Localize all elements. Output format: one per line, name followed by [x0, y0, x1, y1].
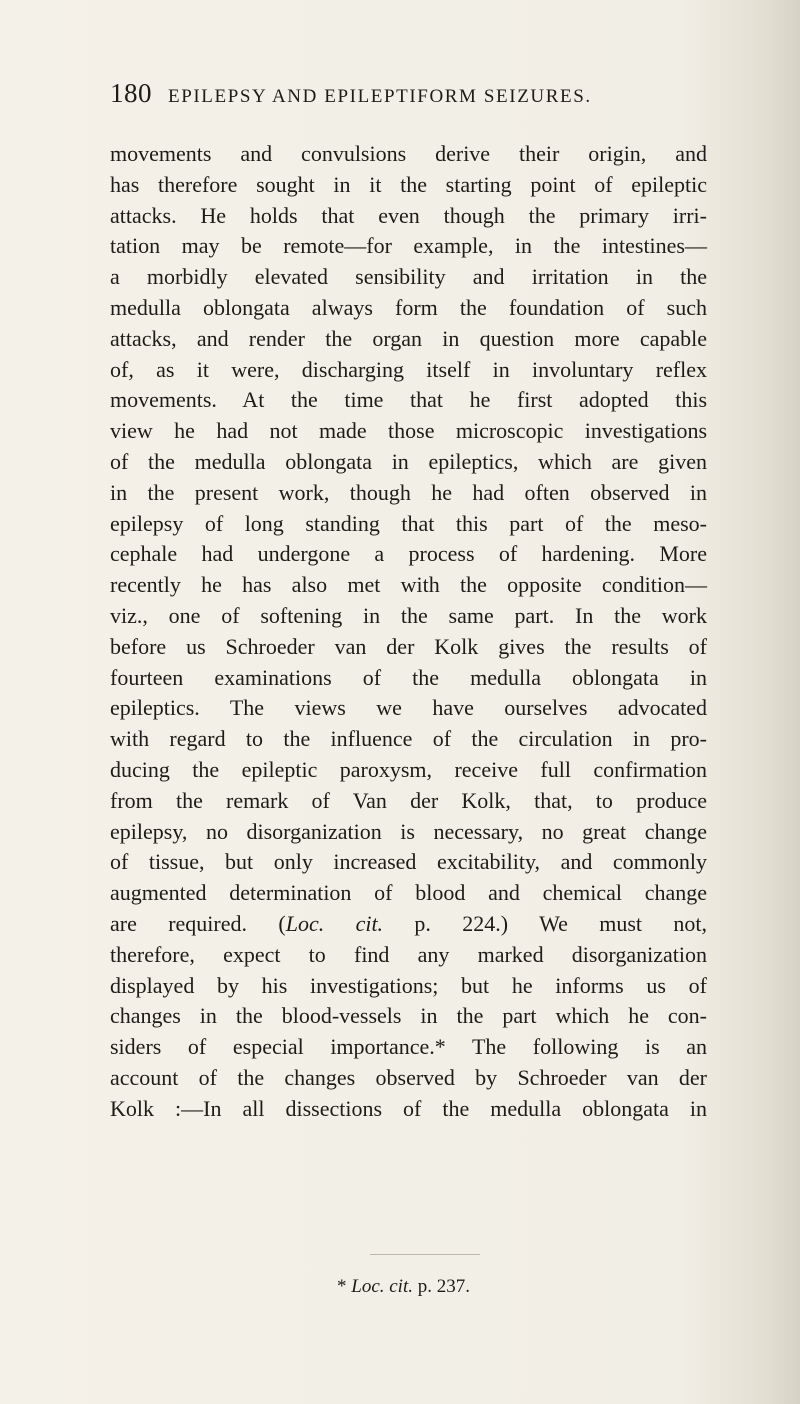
text-line: epilepsy, no disorganization is necessary, no great change: [110, 818, 707, 844]
text-line: tation may be remote—for example, in the intestines—: [110, 233, 707, 259]
text-line: in the present work, though he had often observed in: [110, 479, 707, 505]
text-line: account of the changes observed by Schroeder van der: [110, 1064, 707, 1090]
text-line: movements. At the time that he first adopted this: [110, 387, 707, 413]
footnote-divider: [370, 1254, 480, 1255]
text-line: medulla oblongata always form the foundation of such: [110, 294, 707, 320]
text-line: fourteen examinations of the medulla oblongata in: [110, 664, 707, 690]
text-line: viz., one of softening in the same part. In the work: [110, 602, 707, 628]
text-line: epileptics. The views we have ourselves advocated: [110, 695, 707, 721]
text-line: are required. (Loc. cit. p. 224.) We must not,: [110, 910, 707, 936]
text-line: displayed by his investigations; but he informs us of: [110, 972, 707, 998]
running-head: EPILEPSY AND EPILEPTIFORM SEIZURES.: [168, 86, 592, 107]
page-number: 180: [110, 78, 152, 108]
footnote-marker: *: [337, 1276, 347, 1297]
page-header: [110, 78, 710, 118]
text-line: from the remark of Van der Kolk, that, to produce: [110, 787, 707, 813]
inline-citation: Loc. cit.: [285, 910, 384, 936]
text-line: Kolk :—In all dissections of the medulla oblongata in: [110, 1095, 707, 1121]
text-line: augmented determination of blood and chemical change: [110, 880, 707, 906]
text-line: cephale had undergone a process of hardening. More: [110, 541, 707, 567]
text-line: recently he has also met with the opposite condition—: [110, 572, 707, 598]
text-line: changes in the blood-vessels in the part which he con-: [110, 1003, 707, 1029]
footnote-page-ref: p. 237.: [417, 1276, 470, 1297]
text-line: attacks. He holds that even though the primary irri-: [110, 202, 707, 228]
text-line: siders of especial importance.* The following is an: [110, 1034, 707, 1060]
text-line: epilepsy of long standing that this part of the meso-: [110, 510, 707, 536]
text-line: a morbidly elevated sensibility and irritation in the: [110, 264, 707, 290]
body-text: [110, 139, 707, 1125]
text-line: before us Schroeder van der Kolk gives the results of: [110, 633, 707, 659]
text-line: has therefore sought in it the starting point of epileptic: [110, 171, 707, 197]
text-line: attacks, and render the organ in question more capable: [110, 325, 707, 351]
footnote-citation: Loc. cit.: [351, 1276, 413, 1297]
text-line: view he had not made those microscopic investigations: [110, 418, 707, 444]
text-line: of tissue, but only increased excitability, and commonly: [110, 849, 707, 875]
text-line: ducing the epileptic paroxysm, receive full confirmation: [110, 756, 707, 782]
text-line: of the medulla oblongata in epileptics, which are given: [110, 448, 707, 474]
footnote: [337, 1276, 470, 1298]
text-line: of, as it were, discharging itself in involuntary reflex: [110, 356, 707, 382]
text-line: movements and convulsions derive their origin, and: [110, 141, 707, 166]
text-line: therefore, expect to find any marked disorganization: [110, 941, 707, 967]
text-line: with regard to the influence of the circulation in pro-: [110, 726, 707, 752]
